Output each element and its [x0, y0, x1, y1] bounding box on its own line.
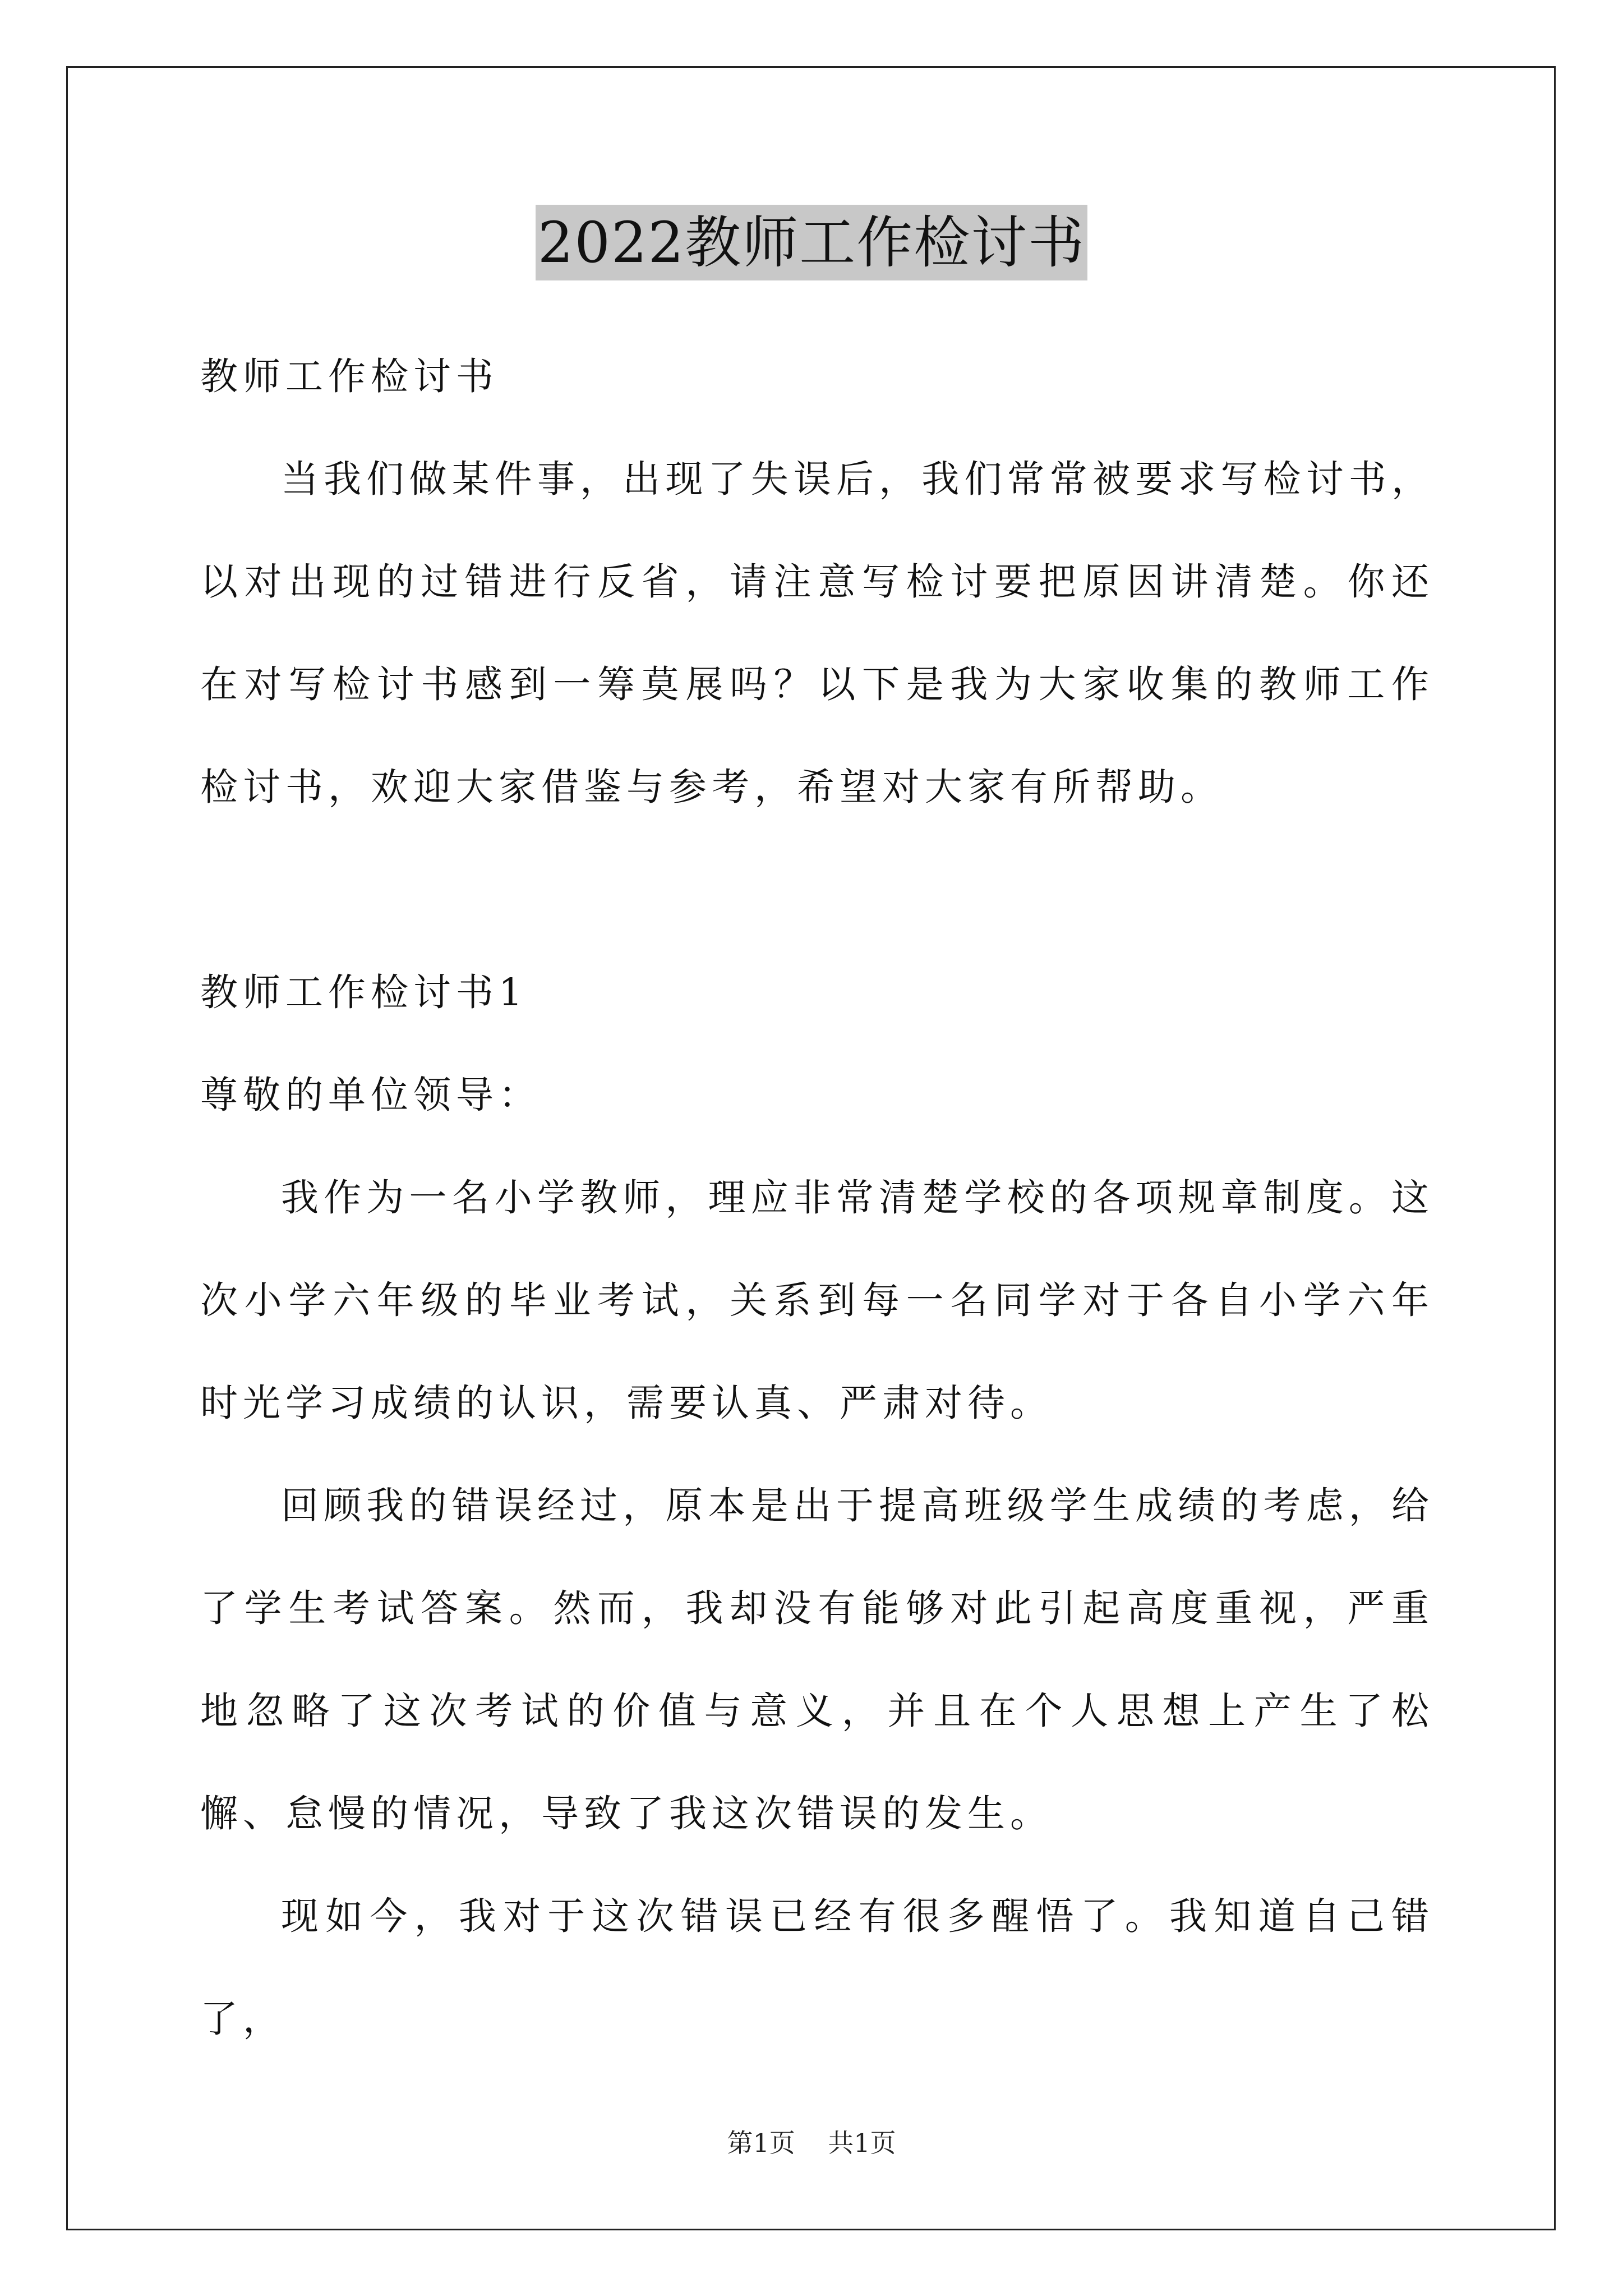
body-paragraph: 我作为一名小学教师，理应非常清楚学校的各项规章制度。这次小学六年级的毕业考试，关系到每一名同学对于各自小学六年时光学习成绩的认识，需要认真、严肃对待。 — [200, 1176, 1434, 1425]
body-paragraph: 回顾我的错误经过，原本是出于提高班级学生成绩的考虑，给了学生考试答案。然而，我却没有能够对此引起高度重视，严重地忽略了这次考试的价值与意义，并且在个人思想上产生了松懈、怠慢的情况，导致了我这次错误的发生。 — [200, 1484, 1434, 1835]
letter-heading: 教师工作检讨书1 — [200, 970, 528, 1014]
document-title: 2022教师工作检讨书 — [536, 205, 1088, 280]
page-total: 共1页 — [828, 2128, 896, 2158]
document-body — [200, 325, 1434, 2070]
salutation: 尊敬的单位领导： — [200, 1073, 541, 1117]
page-number: 第1页 — [727, 2128, 795, 2158]
intro-paragraph: 当我们做某件事，出现了失误后，我们常常被要求写检讨书，以对出现的过错进行反省，请注意写检讨要把原因讲清楚。你还在对写检讨书感到一筹莫展吗？以下是我为大家收集的教师工作检讨书，欢迎大家借鉴与参考，希望对大家有所帮助。 — [200, 457, 1434, 809]
blank-line — [200, 839, 1434, 941]
title-container — [0, 205, 1623, 280]
body-paragraph: 现如今，我对于这次错误已经有很多醒悟了。我知道自己错了， — [200, 1894, 1434, 2041]
page-footer — [0, 2126, 1623, 2160]
section-heading: 教师工作检讨书 — [200, 355, 499, 398]
